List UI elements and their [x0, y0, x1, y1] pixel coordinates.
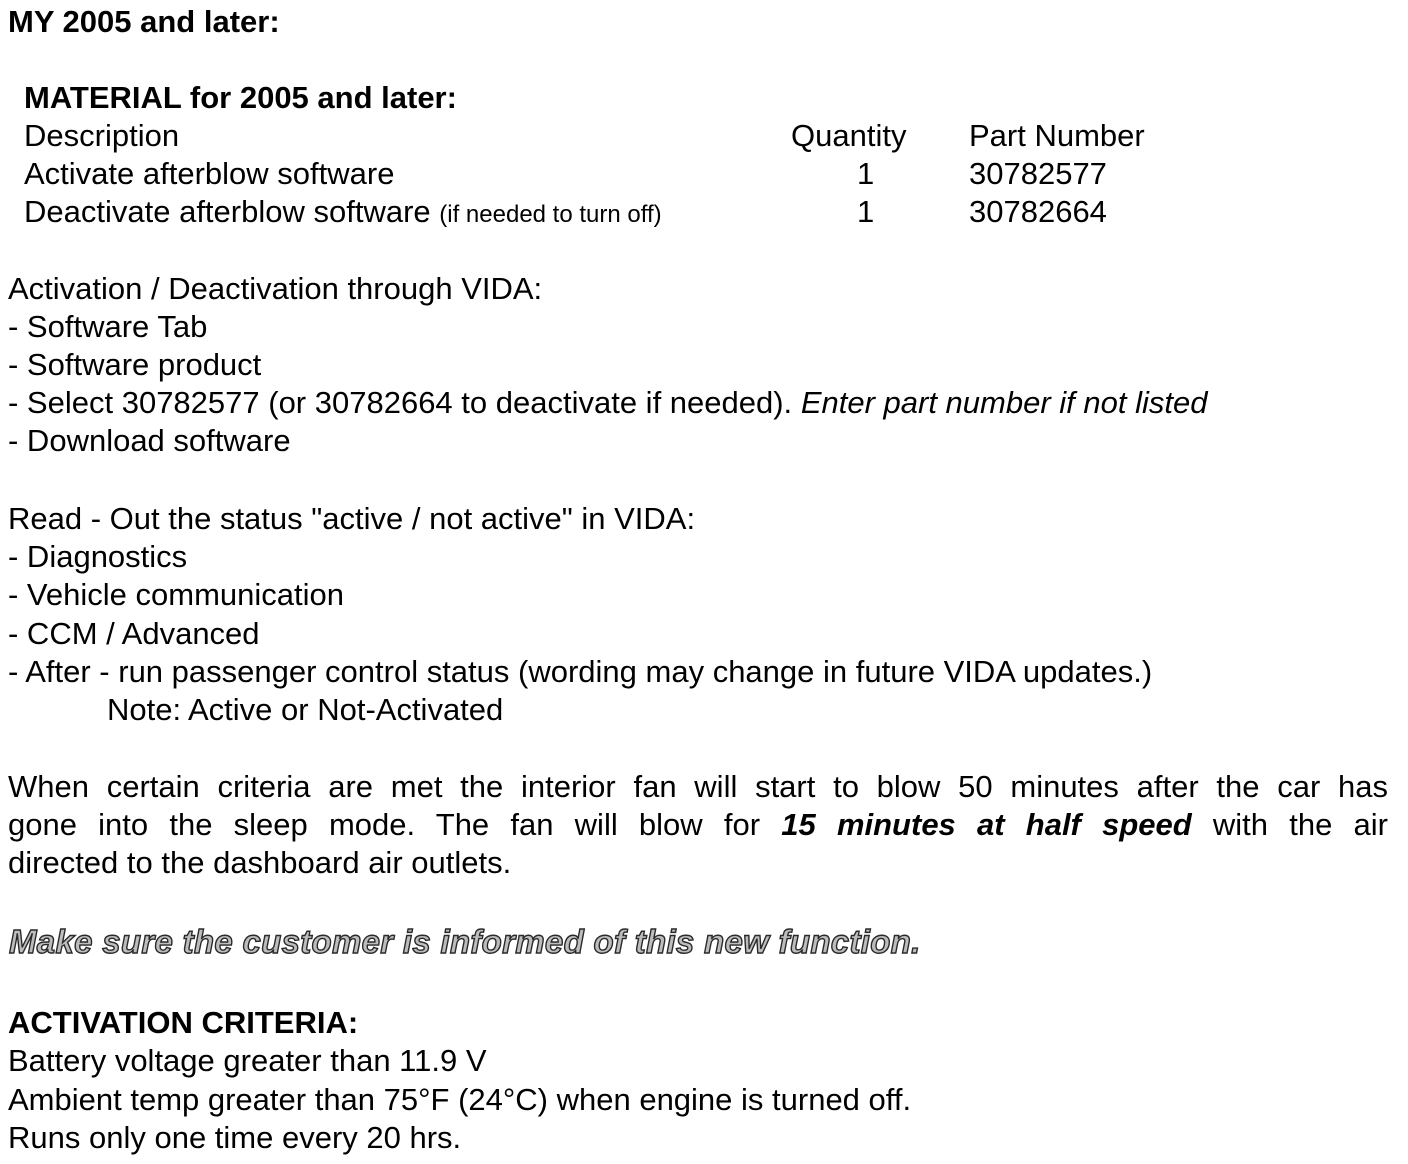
description-header: Description — [24, 118, 180, 153]
list-item: Runs only one time every 20 hrs. — [8, 1120, 462, 1155]
description-text: gone into the sleep mode. The fan will blow for — [8, 807, 761, 842]
list-item-select — [8, 387, 1207, 418]
list-item: - Diagnostics — [8, 539, 188, 574]
material-title: MATERIAL for 2005 and later: — [24, 80, 457, 115]
row-description: Deactivate afterblow software — [24, 194, 431, 229]
list-item: Battery voltage greater than 11.9 V — [8, 1043, 487, 1078]
row-quantity: 1 — [857, 156, 875, 191]
list-item: Ambient temp greater than 75°F (24°C) when engine is turned off. — [8, 1082, 912, 1117]
quantity-header: Quantity — [791, 118, 907, 153]
row-note: (if needed to turn off) — [439, 201, 662, 228]
row-quantity: 1 — [857, 194, 875, 229]
description-line-2 — [8, 809, 1388, 840]
list-item: - Select 30782577 (or 30782664 to deactivate if needed). — [8, 385, 793, 420]
customer-notice: Make sure the customer is informed of this new function. — [9, 923, 921, 960]
list-item: - Software product — [8, 347, 262, 382]
activation-title: Activation / Deactivation through VIDA: — [8, 271, 543, 306]
table-row — [0, 158, 1408, 190]
list-item: - CCM / Advanced — [8, 616, 260, 651]
criteria-title: ACTIVATION CRITERIA: — [8, 1005, 359, 1040]
table-row — [0, 196, 1408, 228]
list-item: - After - run passenger control status (wording may change in future VIDA updates.) — [8, 654, 1153, 689]
list-item: - Download software — [8, 423, 291, 458]
list-item: - Software Tab — [8, 309, 208, 344]
readout-note: Note: Active or Not-Activated — [107, 692, 504, 727]
row-description: Activate afterblow software — [24, 156, 395, 191]
readout-title: Read - Out the status "active / not active" in VIDA: — [8, 501, 696, 536]
row-part-number: 30782664 — [969, 194, 1107, 229]
part-number-header: Part Number — [969, 118, 1145, 153]
list-item: - Vehicle communication — [8, 577, 344, 612]
description-line-1: When certain criteria are met the interior fan will start to blow 50 minutes after the car has — [8, 769, 1388, 804]
select-note: Enter part number if not listed — [800, 385, 1208, 420]
page-heading: MY 2005 and later: — [8, 4, 280, 39]
row-part-number: 30782577 — [969, 156, 1107, 191]
description-text: with the air — [1212, 807, 1388, 842]
material-table-header — [0, 120, 1408, 152]
description-line-3: directed to the dashboard air outlets. — [8, 845, 512, 880]
row-description-with-note — [24, 196, 662, 227]
emphasis-text: 15 minutes at half speed — [781, 807, 1192, 842]
